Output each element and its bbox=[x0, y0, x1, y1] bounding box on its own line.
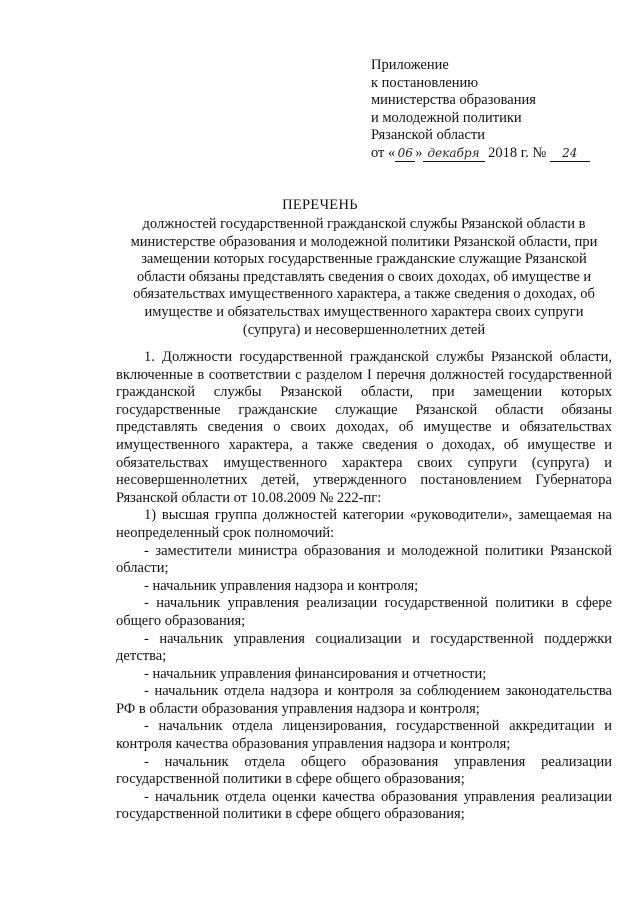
list-item: - начальник отдела лицензирования, государственной аккредитации и контроля качества образования управления надзора и контроля; bbox=[116, 718, 612, 753]
document-body bbox=[116, 349, 612, 824]
annex-block bbox=[371, 57, 611, 163]
annex-line: к постановлению bbox=[371, 74, 479, 91]
list-item: - начальник отдела оценки качества образования управления реализации государственной политики в сфере общего образования; bbox=[116, 788, 612, 823]
handwritten-number: 24 bbox=[550, 146, 590, 162]
annex-line: и молодежной политики bbox=[371, 109, 522, 126]
handwritten-day: 06 bbox=[395, 146, 415, 162]
list-item: - заместители министра образования и молодежной политики Рязанской области; bbox=[116, 542, 612, 577]
date-prefix: от « bbox=[371, 144, 396, 161]
annex-line: министерства образования bbox=[371, 92, 536, 109]
list-item: - начальник управления финансирования и отчетности; bbox=[144, 665, 487, 682]
annex-line: Рязанской области bbox=[371, 127, 485, 144]
document-title: ПЕРЕЧЕНЬ bbox=[282, 197, 358, 213]
list-item: - начальник управления реализации государственной политики в сфере общего образования; bbox=[116, 595, 612, 629]
paragraph: 1) высшая группа должностей категории «руководители», замещаемая на неопределенный срок полномочий: bbox=[116, 507, 612, 541]
date-mid: » bbox=[415, 144, 423, 161]
date-year: 2018 г. № bbox=[488, 144, 547, 161]
annex-line: Приложение bbox=[371, 57, 449, 73]
paragraph: 1. Должности государственной гражданской службы Рязанской области, включенные в соответствии с разделом I перечня должностей государственной гражданской службы Рязанской области, при замещении которых государственные гражданские служащие Рязанской области обязаны представлять сведения о своих доходах, об имуществе и обязательствах имущественного характера, а также сведения о доходах, об имуществе и обязательствах имущественного характера своих супруги (супруга) и несовершеннолетних детей, утвержденного постановлением Губернатора Рязанской области от 10.08.2009 № 222-пг: bbox=[116, 349, 612, 506]
handwritten-month: декабря bbox=[423, 146, 485, 162]
annex-date-line bbox=[371, 145, 611, 163]
list-item: - начальник управления надзора и контроля; bbox=[144, 577, 419, 594]
document-subtitle: должностей государственной гражданской службы Рязанской области в министерстве образования и молодежной политики Рязанской области, при замещении которых государственные гражданские служащие Рязанской области обязаны представлять сведения о своих доходах, об имуществе и обязательствах имущественного характера, а также сведения о доходах, об имуществе и обязательствах имущественного характера своих супруги (супруга) и несовершеннолетних детей bbox=[130, 216, 598, 338]
list-item: - начальник отдела надзора и контроля за соблюдением законодательства РФ в области образования управления надзора и контроля; bbox=[116, 683, 612, 717]
list-item: - начальник управления социализации и государственной поддержки детства; bbox=[116, 630, 612, 665]
list-item: - начальник отдела общего образования управления реализации государственной политики в сфере общего образования; bbox=[116, 753, 612, 788]
